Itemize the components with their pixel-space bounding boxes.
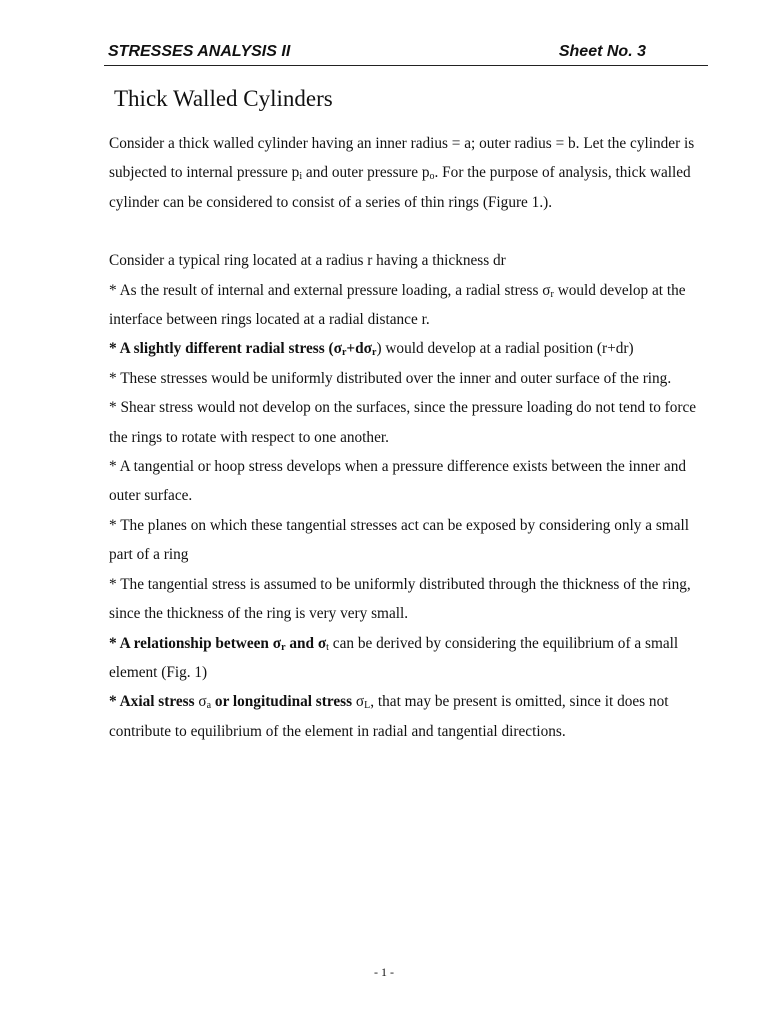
bullet-tangential-planes: * The planes on which these tangential stresses act can be exposed by considering only a small part of a ring	[109, 516, 689, 564]
page-header	[104, 41, 708, 66]
bullet-radial-stress: * As the result of internal and external pressure loading, a radial stress $\sigma_r$ would develop at the interface between rings located at a radial distance r.	[109, 281, 686, 329]
section-title: Thick Walled Cylinders	[114, 86, 333, 111]
body-text	[109, 129, 715, 746]
paragraph-intro: Consider a thick walled cylinder having an inner radius = a; outer radius = b. Let the cylinder is subjected to internal pressure $p_i$ and outer pressure $p_o$. For the purpose of analysis, thick walled cylinder can be considered to consist of a series of thin rings (Figure 1.).	[109, 135, 695, 211]
paragraph-typical-ring: Consider a typical ring located at a radius r having a thickness dr	[109, 252, 506, 270]
header-course-title: STRESSES ANALYSIS II	[108, 43, 291, 60]
header-sheet-number: Sheet No. 3	[558, 43, 646, 60]
bullet-shear-stress: * Shear stress would not develop on the surfaces, since the pressure loading do not tend to force the rings to rotate with respect to one another.	[109, 399, 697, 446]
bullet-hoop-stress: * A tangential or hoop stress develops when a pressure difference exists between the inner and outer surface.	[109, 458, 687, 505]
bullet-relationship: * A relationship between $\sigma_r$ and $\sigma_t$ can be derived by considering the equilibrium of a small element (Fig. 1)	[109, 634, 679, 681]
bullet-different-radial-stress: * A slightly different radial stress $(\sigma_r+d\sigma_r)$ would develop at a radial position (r+dr)	[109, 340, 634, 359]
bullet-tangential-uniform: * The tangential stress is assumed to be uniformly distributed through the thickness of the ring, since the thickness of the ring is very very small.	[109, 575, 691, 623]
bullet-uniform-distribution: * These stresses would be uniformly distributed over the inner and outer surface of the ring.	[109, 369, 672, 387]
page-number: - 1 -	[374, 965, 394, 979]
bullet-axial-stress: * Axial stress $\sigma_a$ or longitudinal stress $\sigma_L$, that may be present is omitted, since it does not contribute to equilibrium of the element in radial and tangential directions.	[109, 693, 669, 740]
